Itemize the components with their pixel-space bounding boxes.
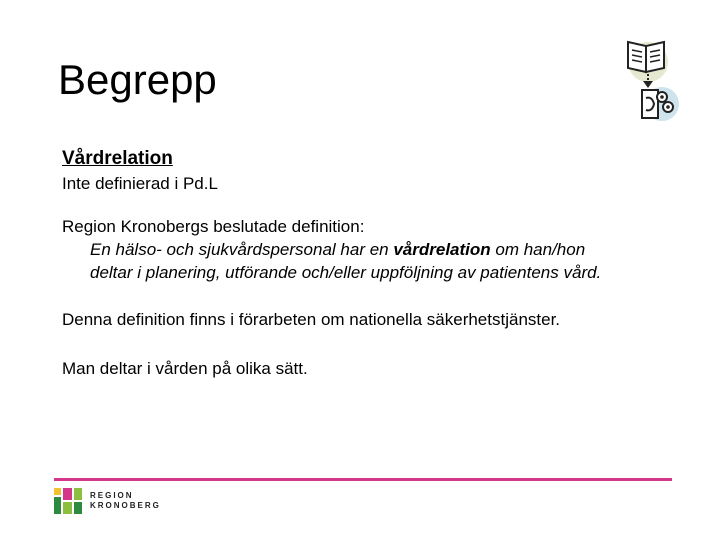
paragraph-preparatory-works: Denna definition finns i förarbeten om nationella säkerhetstjänster. <box>62 310 561 329</box>
definition-line2: deltar i planering, utförande och/eller uppföljning av patientens vård. <box>90 263 602 282</box>
logo-text-line2: KRONOBERG <box>90 501 161 510</box>
section-heading: Vårdrelation <box>62 148 173 169</box>
definition-quote <box>62 238 682 284</box>
region-kronoberg-logo <box>54 486 161 516</box>
definition-bold-term: vårdrelation <box>393 240 491 259</box>
slide-title: Begrepp <box>58 56 217 103</box>
footer-divider <box>54 478 672 481</box>
paragraph-participation: Man deltar i vården på olika sätt. <box>62 359 308 378</box>
subtitle-text: Inte definierad i Pd.L <box>62 174 218 193</box>
logo-text-line1: REGION <box>90 491 134 500</box>
region-kronoberg-logo-icon <box>54 486 82 516</box>
definition-part2: om han/hon <box>490 240 586 259</box>
definition-part1: En hälso- och sjukvårdspersonal har en <box>90 240 394 259</box>
book-and-person-icon <box>622 34 684 126</box>
slide-content <box>62 146 682 380</box>
definition-intro: Region Kronobergs beslutade definition: <box>62 217 365 236</box>
